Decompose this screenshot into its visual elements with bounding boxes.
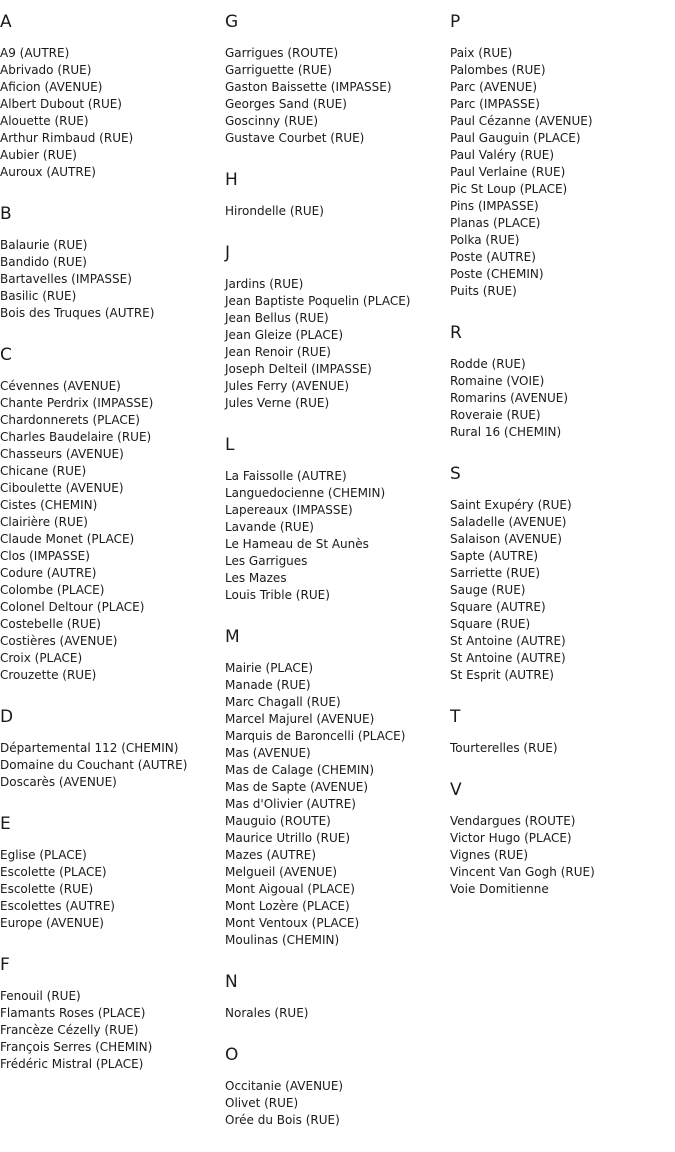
street-item: Palombes (RUE) [450, 63, 546, 77]
street-item: Costebelle (RUE) [0, 617, 101, 631]
section-letter-heading: N [225, 972, 238, 992]
street-item: Mazes (AUTRE) [225, 848, 317, 862]
street-item: Poste (AUTRE) [450, 250, 536, 264]
street-item: Mas (AVENUE) [225, 746, 311, 760]
street-item: Bois des Truques (AUTRE) [0, 306, 155, 320]
street-list [0, 237, 225, 322]
street-list [450, 497, 675, 684]
street-item: Manade (RUE) [225, 678, 311, 692]
street-item: Vincent Van Gogh (RUE) [450, 865, 595, 879]
street-item: Gustave Courbet (RUE) [225, 131, 365, 145]
section-letter-heading: C [0, 345, 12, 365]
section-letter-heading: V [450, 780, 462, 800]
section-letter-heading: J [225, 243, 231, 263]
letter-section [225, 1045, 450, 1129]
street-item: Mas de Calage (CHEMIN) [225, 763, 375, 777]
section-letter-heading: P [450, 12, 461, 32]
street-item: Doscarès (AVENUE) [0, 775, 117, 789]
section-letter-heading: G [225, 12, 239, 32]
letter-section [0, 707, 225, 791]
street-item: Abrivado (RUE) [0, 63, 92, 77]
street-item: Saladelle (AVENUE) [450, 515, 567, 529]
letter-section [450, 707, 675, 757]
street-item: Languedocienne (CHEMIN) [225, 486, 386, 500]
street-item: Puits (RUE) [450, 284, 517, 298]
street-item: Louis Trible (RUE) [225, 588, 330, 602]
street-list [0, 45, 225, 181]
column-3 [450, 0, 675, 921]
street-item: Vignes (RUE) [450, 848, 529, 862]
street-item: Occitanie (AVENUE) [225, 1079, 344, 1093]
section-letter-heading: R [450, 323, 462, 343]
street-item: Rural 16 (CHEMIN) [450, 425, 562, 439]
street-item: Bandido (RUE) [0, 255, 87, 269]
street-item: Alouette (RUE) [0, 114, 89, 128]
street-item: Paix (RUE) [450, 46, 513, 60]
street-item: Marcel Majurel (AVENUE) [225, 712, 375, 726]
letter-section [0, 204, 225, 322]
street-item: Jean Gleize (PLACE) [225, 328, 344, 342]
street-item: Francèze Cézelly (RUE) [0, 1023, 139, 1037]
section-letter-heading: D [0, 707, 14, 727]
letter-section [450, 0, 675, 300]
street-item: Romaine (VOIE) [450, 374, 545, 388]
street-item: Paul Gauguin (PLACE) [450, 131, 581, 145]
street-item: Auroux (AUTRE) [0, 165, 96, 179]
street-item: Norales (RUE) [225, 1006, 309, 1020]
street-item: Rodde (RUE) [450, 357, 526, 371]
street-item: Mont Aigoual (PLACE) [225, 882, 355, 896]
street-item: Codure (AUTRE) [0, 566, 97, 580]
street-item: Poste (CHEMIN) [450, 267, 544, 281]
street-list [225, 1078, 450, 1129]
street-item: Planas (PLACE) [450, 216, 541, 230]
street-list [225, 660, 450, 949]
section-letter-heading: S [450, 464, 461, 484]
street-list [0, 847, 225, 932]
letter-section [0, 345, 225, 684]
letter-section [0, 0, 225, 181]
street-item: Maurice Utrillo (RUE) [225, 831, 351, 845]
street-item: St Antoine (AUTRE) [450, 651, 566, 665]
street-item: Vendargues (ROUTE) [450, 814, 576, 828]
street-item: Les Garrigues [225, 554, 308, 568]
street-list [0, 988, 225, 1073]
street-item: Goscinny (RUE) [225, 114, 319, 128]
street-list [225, 45, 450, 147]
street-item: Paul Verlaine (RUE) [450, 165, 566, 179]
street-item: Mauguio (ROUTE) [225, 814, 331, 828]
street-item: Mont Ventoux (PLACE) [225, 916, 360, 930]
street-item: Clos (IMPASSE) [0, 549, 90, 563]
street-item: Lapereaux (IMPASSE) [225, 503, 353, 517]
street-item: Salaison (AVENUE) [450, 532, 562, 546]
street-item: Romarins (AVENUE) [450, 391, 569, 405]
column-1 [0, 0, 225, 1096]
letter-section [450, 780, 675, 898]
street-item: Jean Baptiste Poquelin (PLACE) [225, 294, 411, 308]
street-item: Square (AUTRE) [450, 600, 546, 614]
street-item: Gaston Baissette (IMPASSE) [225, 80, 392, 94]
street-list [225, 276, 450, 412]
street-item: Polka (RUE) [450, 233, 520, 247]
street-item: La Faissolle (AUTRE) [225, 469, 347, 483]
street-item: A9 (AUTRE) [0, 46, 70, 60]
street-item: Jules Ferry (AVENUE) [225, 379, 350, 393]
street-item: Albert Dubout (RUE) [0, 97, 122, 111]
section-letter-heading: A [0, 12, 12, 32]
section-letter-heading: B [0, 204, 12, 224]
street-item: Parc (AVENUE) [450, 80, 538, 94]
street-item: Jean Renoir (RUE) [225, 345, 331, 359]
street-item: Olivet (RUE) [225, 1096, 299, 1110]
street-item: Lavande (RUE) [225, 520, 314, 534]
street-list [450, 813, 675, 898]
letter-section [225, 627, 450, 949]
street-item: Basilic (RUE) [0, 289, 77, 303]
street-item: St Antoine (AUTRE) [450, 634, 566, 648]
letter-section [225, 972, 450, 1022]
street-item: Pic St Loup (PLACE) [450, 182, 568, 196]
street-item: Domaine du Couchant (AUTRE) [0, 758, 188, 772]
street-item: Orée du Bois (RUE) [225, 1113, 340, 1127]
street-item: Sauge (RUE) [450, 583, 526, 597]
street-item: Escolettes (AUTRE) [0, 899, 115, 913]
section-letter-heading: O [225, 1045, 239, 1065]
letter-section [225, 243, 450, 412]
street-item: Charles Baudelaire (RUE) [0, 430, 152, 444]
street-item: François Serres (CHEMIN) [0, 1040, 153, 1054]
street-item: Victor Hugo (PLACE) [450, 831, 572, 845]
section-letter-heading: L [225, 435, 235, 455]
street-item: Cévennes (AVENUE) [0, 379, 121, 393]
section-letter-heading: E [0, 814, 11, 834]
street-item: Balaurie (RUE) [0, 238, 88, 252]
section-letter-heading: F [0, 955, 10, 975]
street-item: Colombe (PLACE) [0, 583, 105, 597]
street-item: Pins (IMPASSE) [450, 199, 539, 213]
street-item: Bartavelles (IMPASSE) [0, 272, 132, 286]
street-item: Claude Monet (PLACE) [0, 532, 135, 546]
street-item: Jules Verne (RUE) [225, 396, 330, 410]
street-item: Aubier (RUE) [0, 148, 77, 162]
street-item: Sapte (AUTRE) [450, 549, 539, 563]
street-item: Fenouil (RUE) [0, 989, 81, 1003]
street-item: Mont Lozère (PLACE) [225, 899, 350, 913]
street-item: Escolette (PLACE) [0, 865, 107, 879]
street-list [225, 1005, 450, 1022]
street-item: Frédéric Mistral (PLACE) [0, 1057, 144, 1071]
street-item: Paul Cézanne (AVENUE) [450, 114, 593, 128]
street-item: Garriguette (RUE) [225, 63, 332, 77]
street-item: Paul Valéry (RUE) [450, 148, 555, 162]
street-item: Chasseurs (AVENUE) [0, 447, 124, 461]
street-item: Saint Exupéry (RUE) [450, 498, 572, 512]
street-item: Tourterelles (RUE) [450, 741, 558, 755]
street-item: Aficion (AVENUE) [0, 80, 103, 94]
street-item: Cistes (CHEMIN) [0, 498, 98, 512]
letter-section [225, 170, 450, 220]
letter-section [0, 955, 225, 1073]
street-item: Jardins (RUE) [225, 277, 304, 291]
street-item: Chardonnerets (PLACE) [0, 413, 140, 427]
section-letter-heading: T [450, 707, 461, 727]
street-item: Colonel Deltour (PLACE) [0, 600, 145, 614]
street-item: Arthur Rimbaud (RUE) [0, 131, 134, 145]
street-item: Voie Domitienne [450, 882, 549, 896]
street-item: Costières (AVENUE) [0, 634, 118, 648]
street-item: Hirondelle (RUE) [225, 204, 324, 218]
section-letter-heading: H [225, 170, 238, 190]
street-item: Escolette (RUE) [0, 882, 94, 896]
street-item: Roveraie (RUE) [450, 408, 541, 422]
street-list [450, 356, 675, 441]
street-item: Melgueil (AVENUE) [225, 865, 338, 879]
street-item: Crouzette (RUE) [0, 668, 97, 682]
street-item: Parc (IMPASSE) [450, 97, 540, 111]
street-item: Flamants Roses (PLACE) [0, 1006, 146, 1020]
street-list [225, 468, 450, 604]
street-list [0, 378, 225, 684]
street-item: Chicane (RUE) [0, 464, 87, 478]
street-item: Mairie (PLACE) [225, 661, 314, 675]
letter-section [225, 435, 450, 604]
street-item: Square (RUE) [450, 617, 531, 631]
street-item: Chante Perdrix (IMPASSE) [0, 396, 154, 410]
street-item: Clairière (RUE) [0, 515, 88, 529]
street-item: Marc Chagall (RUE) [225, 695, 341, 709]
street-item: St Esprit (AUTRE) [450, 668, 554, 682]
street-item: Joseph Delteil (IMPASSE) [225, 362, 372, 376]
street-item: Sarriette (RUE) [450, 566, 541, 580]
street-item: Eglise (PLACE) [0, 848, 87, 862]
street-item: Départemental 112 (CHEMIN) [0, 741, 179, 755]
section-letter-heading: M [225, 627, 240, 647]
street-item: Marquis de Baroncelli (PLACE) [225, 729, 406, 743]
street-item: Le Hameau de St Aunès [225, 537, 369, 551]
street-item: Georges Sand (RUE) [225, 97, 347, 111]
letter-section [450, 464, 675, 684]
column-2 [225, 0, 450, 1152]
letter-section [0, 814, 225, 932]
street-item: Les Mazes [225, 571, 287, 585]
street-item: Moulinas (CHEMIN) [225, 933, 340, 947]
street-item: Jean Bellus (RUE) [225, 311, 329, 325]
street-item: Croix (PLACE) [0, 651, 83, 665]
street-list [450, 45, 675, 300]
letter-section [225, 0, 450, 147]
street-item: Europe (AVENUE) [0, 916, 104, 930]
street-item: Mas de Sapte (AVENUE) [225, 780, 369, 794]
street-list [225, 203, 450, 220]
street-item: Ciboulette (AVENUE) [0, 481, 124, 495]
street-list [0, 740, 225, 791]
street-item: Garrigues (ROUTE) [225, 46, 339, 60]
letter-section [450, 323, 675, 441]
street-item: Mas d'Olivier (AUTRE) [225, 797, 356, 811]
street-list [450, 740, 675, 757]
